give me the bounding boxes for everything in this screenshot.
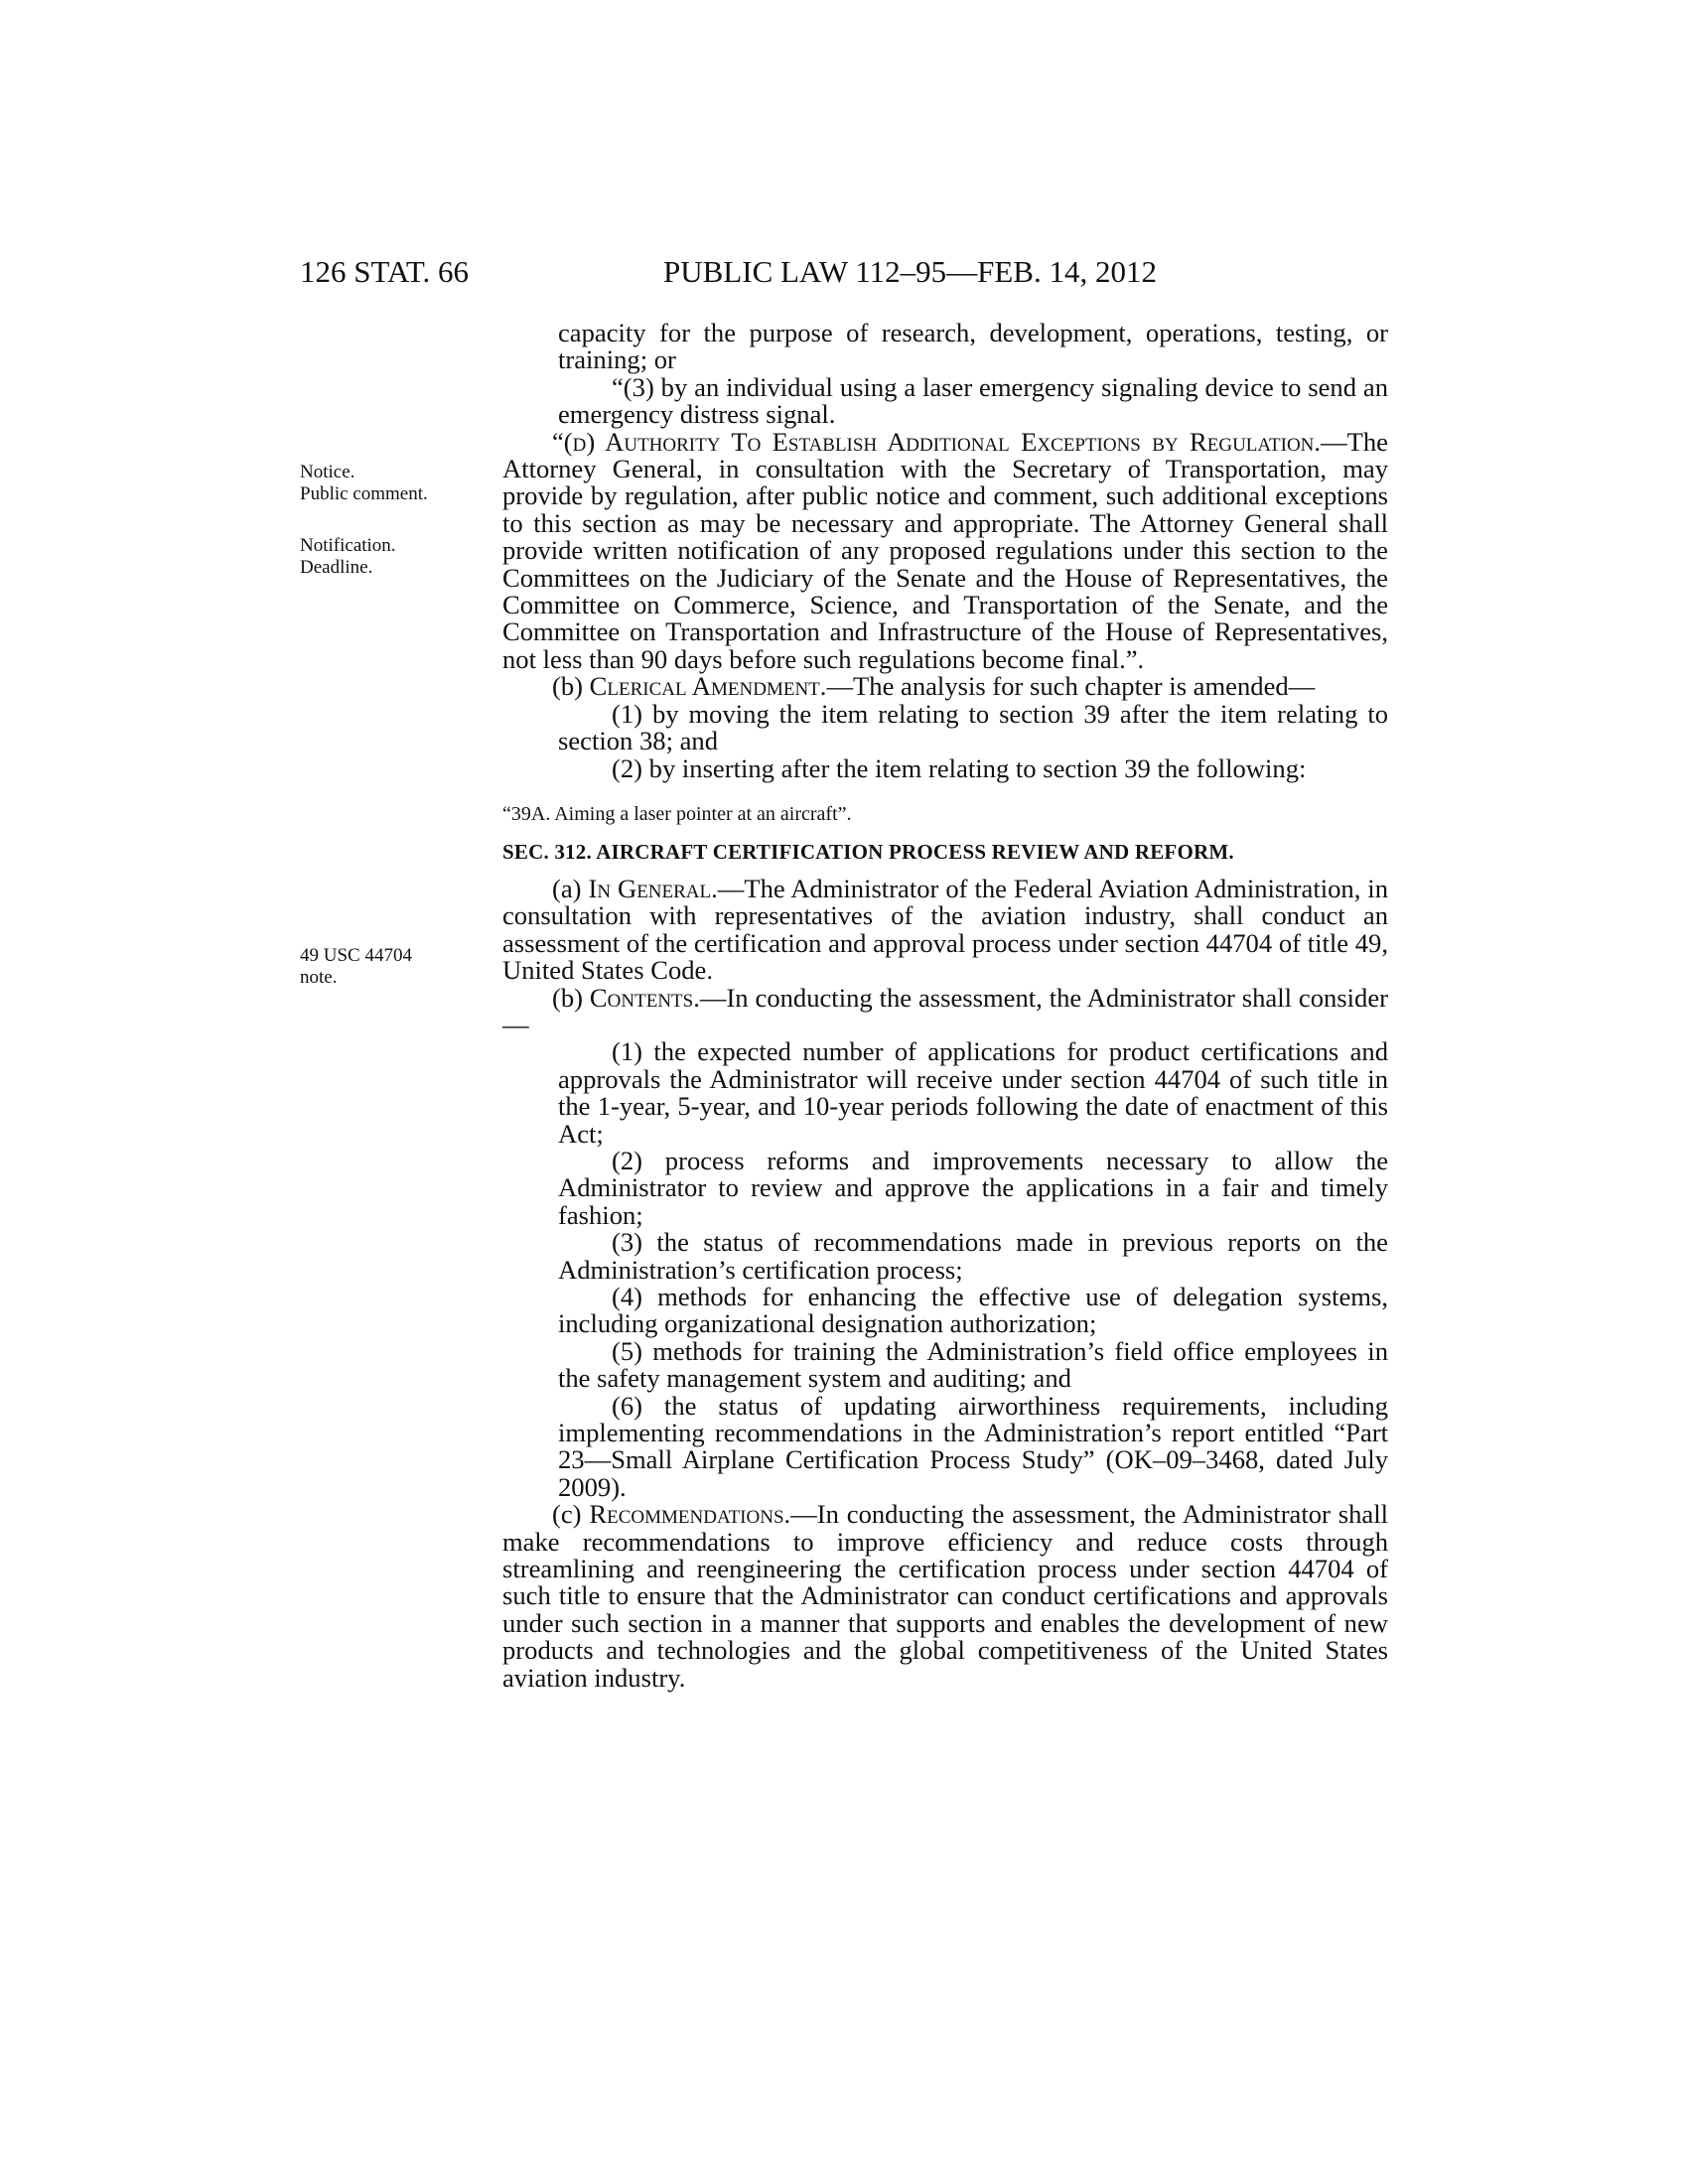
margin-note-line: Notice. <box>300 462 355 482</box>
b-label: (b) <box>552 982 590 1013</box>
a-heading: In General. <box>588 873 718 903</box>
margin-note-line: 49 USC 44704 <box>300 945 412 966</box>
margin-note-usc <box>300 945 498 989</box>
a-text: —The Administrator of the Federal Aviation Administration, in consultation with representatives of the aviation industry, shall conduct an assessment of the certification and approval process under section 44704 of title 49, United States Code. <box>502 873 1388 986</box>
c-text: —In conducting the assessment, the Administrator shall make recommendations to improve efficiency and reduce costs through streamlining and reengineering the certification process under section 44704 of such title to ensure that the Administrator can conduct certifications and approvals under such section in a manner that supports and enables the development of new products and technologies and the global competitiveness of the United States aviation industry. <box>502 1499 1388 1693</box>
list-item: (6) the status of updating airworthiness requirements, including implementing recommendations in the Administration’s report entitled “Part 23—Small Airplane Certification Process Study” (OK–09–3468, dated July 2009). <box>558 1390 1388 1502</box>
margin-note-notice <box>300 462 498 505</box>
a-label: (a) <box>552 873 589 903</box>
stat-page-number: 126 STAT. 66 <box>300 254 470 289</box>
paragraph-a <box>502 873 1388 986</box>
c-heading: Recommendations. <box>589 1499 791 1530</box>
margin-note-line: note. <box>300 967 338 988</box>
margin-note-line: Notification. <box>300 535 396 556</box>
paragraph-item-2: (2) by inserting after the item relating to section 39 the following: <box>612 752 1307 783</box>
body-text <box>502 320 1388 1692</box>
list-item: (4) methods for enhancing the effective use of delegation systems, including organizational designation authorization; <box>558 1282 1388 1339</box>
running-head <box>300 252 1388 292</box>
list-item: (3) the status of recommendations made in previous reports on the Administration’s certification process; <box>558 1227 1388 1285</box>
margin-note-notification <box>300 535 498 579</box>
margin-note-line: Deadline. <box>300 557 373 578</box>
b-text: —In conducting the assessment, the Administrator shall consider— <box>502 982 1388 1039</box>
clerical-text: —The analysis for such chapter is amended— <box>826 671 1316 702</box>
paragraph-b <box>502 982 1388 1039</box>
public-law-title: PUBLIC LAW 112–95—FEB. 14, 2012 <box>663 254 1157 289</box>
subsection-d-text: —The Attorney General, in consultation with the Secretary of Transportation, may provide by regulation, after public notice and comment, such additional exceptions to this section as may be necessary and appropriate. The Attorney General shall provide written notification of any proposed regulations under this section to the Committees on the Judiciary of the Senate and the House of Representatives, the Committee on Commerce, Science, and Transportation of the Senate, and the Committee on Transportation and Infrastructure of the House of Representatives, not less than 90 days before such regulations become final.”. <box>502 426 1388 674</box>
paragraph-clause-3: “(3) by an individual using a laser emergency signaling device to send an emergency distress signal. <box>558 371 1388 430</box>
paragraph-item-1: (1) by moving the item relating to section 39 after the item relating to section 38; and <box>558 698 1388 756</box>
margin-note-line: Public comment. <box>300 483 428 504</box>
list-item: (5) methods for training the Administration’s field office employees in the safety management system and auditing; and <box>558 1335 1388 1394</box>
clerical-label: (b) <box>552 671 590 702</box>
paragraph-continuation: capacity for the purpose of research, development, operations, testing, or training; or <box>558 318 1388 375</box>
b-heading: Contents. <box>589 982 700 1013</box>
paragraph-subsection-d <box>502 426 1388 674</box>
c-label: (c) <box>552 1499 590 1530</box>
list-item: (1) the expected number of applications for product certifications and approvals the Administrator will receive under section 44704 of such title in the 1-year, 5-year, and 10-year periods following the date of enactment of this Act; <box>558 1036 1388 1149</box>
section-heading: SEC. 312. AIRCRAFT CERTIFICATION PROCESS REVIEW AND REFORM. <box>502 839 1234 864</box>
clerical-heading: Clerical Amendment. <box>589 671 827 702</box>
list-item: (2) process reforms and improvements necessary to allow the Administrator to review and approve the applications in a fair and timely fashion; <box>558 1145 1388 1230</box>
analysis-item: “39A. Aiming a laser pointer at an aircraft”. <box>502 802 852 825</box>
subsection-d-heading: “(d) Authority To Establish Additional Exceptions by Regulation. <box>552 426 1322 457</box>
paragraph-c <box>502 1501 1388 1692</box>
paragraph-clerical-amendment <box>502 673 1388 700</box>
